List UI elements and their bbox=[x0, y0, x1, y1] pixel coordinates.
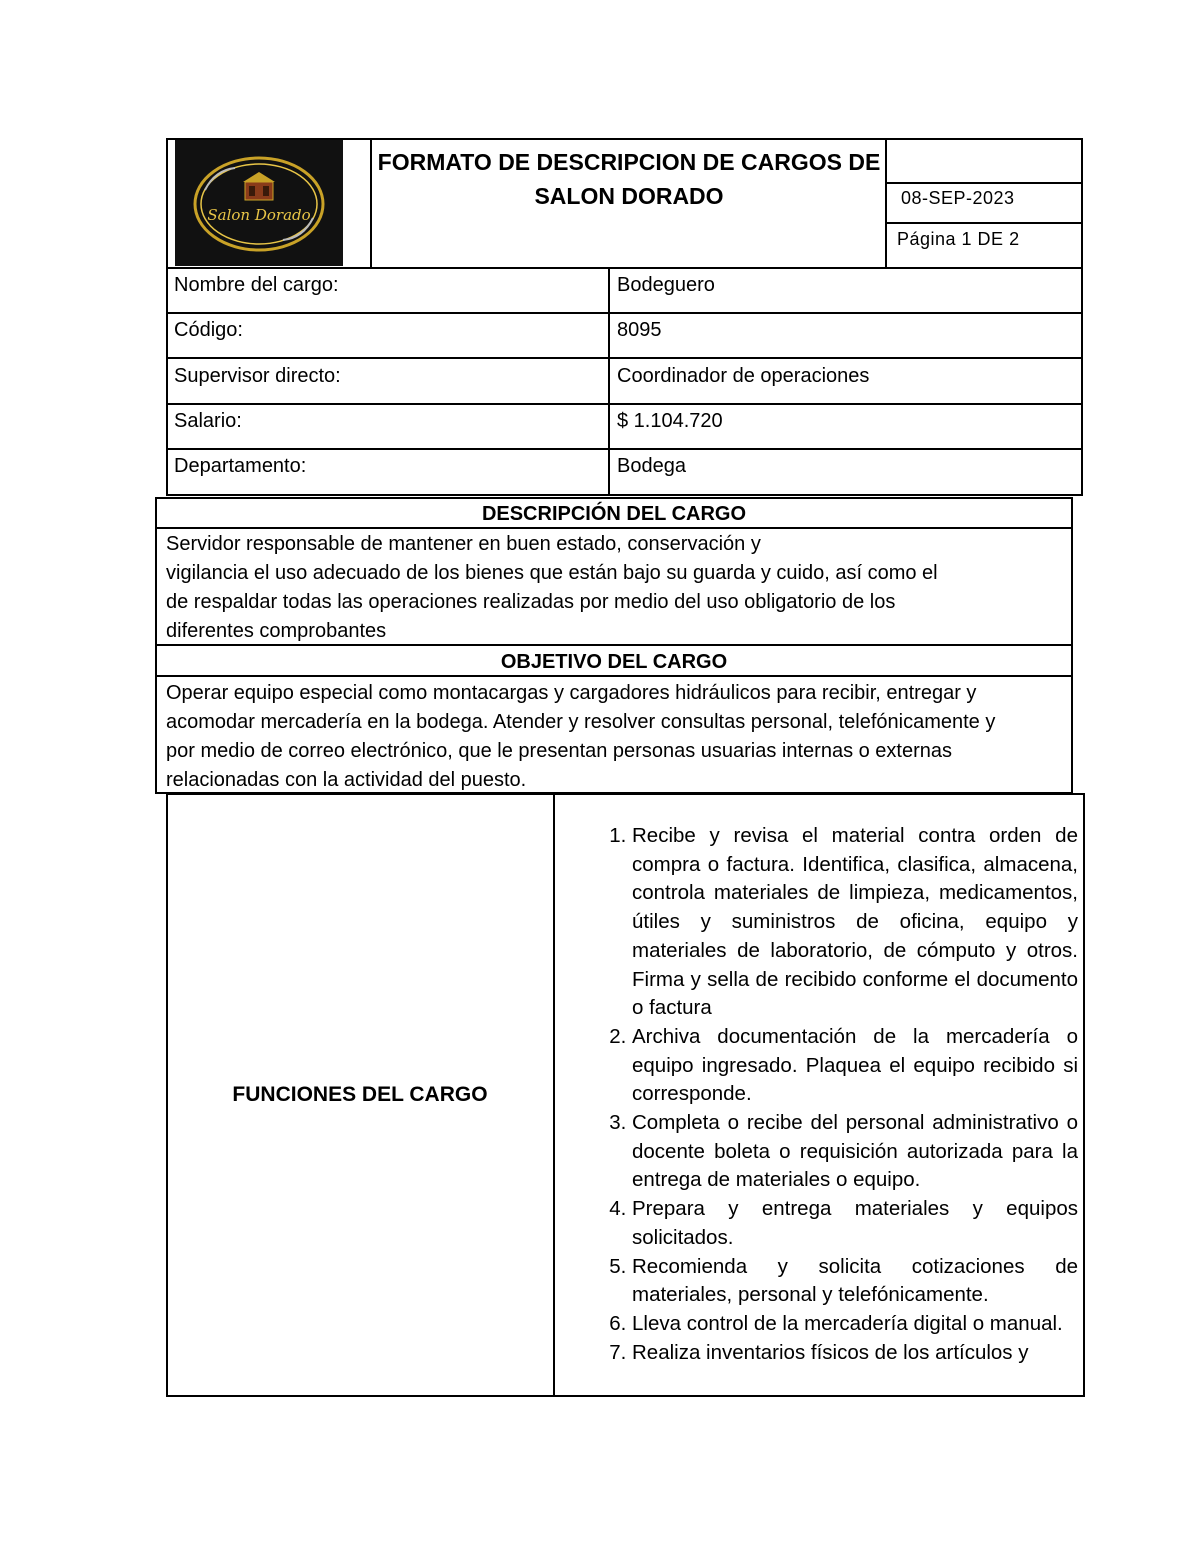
descripcion-line: vigilancia el uso adecuado de los bienes que están bajo su guarda y cuido, así como el bbox=[166, 562, 938, 584]
objetivo-heading: OBJETIVO DEL CARGO bbox=[500, 651, 728, 673]
meta-row-line-2 bbox=[886, 222, 1083, 224]
descripcion-heading: DESCRIPCIÓN DEL CARGO bbox=[481, 503, 747, 525]
descripcion-line: diferentes comprobantes bbox=[166, 620, 387, 642]
funciones-list bbox=[560, 822, 1078, 1367]
supervisor-value: Coordinador de operaciones bbox=[617, 365, 870, 387]
codigo-value: 8095 bbox=[617, 319, 662, 341]
salario-value: $ 1.104.720 bbox=[617, 410, 723, 432]
funciones-label: FUNCIONES DEL CARGO bbox=[232, 1083, 488, 1106]
page-number: Página 1 DE 2 bbox=[897, 229, 1020, 249]
descripcion-line: Servidor responsable de mantener en buen estado, conservación y bbox=[166, 533, 761, 555]
objetivo-body bbox=[157, 679, 1071, 795]
company-logo bbox=[175, 140, 343, 266]
salon-dorado-logo-icon bbox=[175, 140, 343, 266]
objetivo-line: acomodar mercadería en la bodega. Atender y resolver consultas personal, telefónicamente y bbox=[166, 711, 996, 733]
objetivo-line: por medio de correo electrónico, que le presentan personas usuarias internas o externas bbox=[166, 740, 953, 762]
funcion-item: 4. Prepara y entrega materiales y equipos solicitados. bbox=[632, 1195, 1078, 1252]
document-date: 08-SEP-2023 bbox=[901, 188, 1015, 208]
document-title: FORMATO DE DESCRIPCION DE CARGOS DE SALON DORADO bbox=[377, 149, 881, 209]
descripcion-line: de respaldar todas las operaciones realizadas por medio del uso obligatorio de los bbox=[166, 591, 896, 613]
objetivo-line: Operar equipo especial como montacargas y cargadores hidráulicos para recibir, entregar y bbox=[166, 682, 977, 704]
funciones-list-clip bbox=[554, 796, 1084, 1394]
departamento-label: Departamento: bbox=[174, 455, 307, 477]
cargo-value: Bodeguero bbox=[617, 274, 715, 296]
meta-row-line-1 bbox=[886, 182, 1083, 184]
departamento-value: Bodega bbox=[617, 455, 686, 477]
funcion-item: 2. Archiva documentación de la mercadería o equipo ingresado. Plaquea el equipo recibido si corresponde. bbox=[632, 1023, 1078, 1109]
cargo-label: Nombre del cargo: bbox=[174, 274, 339, 296]
salario-label: Salario: bbox=[174, 410, 242, 432]
funcion-item: 7. Realiza inventarios físicos de los artículos y bbox=[632, 1339, 1078, 1368]
codigo-label: Código: bbox=[174, 319, 243, 341]
funcion-item: 5. Recomienda y solicita cotizaciones de materiales, personal y telefónicamente. bbox=[632, 1253, 1078, 1310]
objetivo-line: relacionadas con la actividad del puesto. bbox=[166, 769, 527, 791]
funcion-item: 3. Completa o recibe del personal administrativo o docente boleta o requisición autorizada para la entrega de materiales o equipo. bbox=[632, 1109, 1078, 1195]
descripcion-body bbox=[157, 530, 1071, 646]
supervisor-label: Supervisor directo: bbox=[174, 365, 341, 387]
funcion-item: 1. Recibe y revisa el material contra orden de compra o factura. Identifica, clasifica, almacena, controla materiales de limpieza, medicamentos, útiles y suministros de oficina, equipo y materiales de laboratorio, de cómputo y otros. Firma y sella de recibido conforme el documento o factura bbox=[632, 822, 1078, 1023]
svg-text:Salon Dorado: Salon Dorado bbox=[207, 206, 311, 224]
funcion-item: 6. Lleva control de la mercadería digital o manual. bbox=[632, 1310, 1078, 1339]
